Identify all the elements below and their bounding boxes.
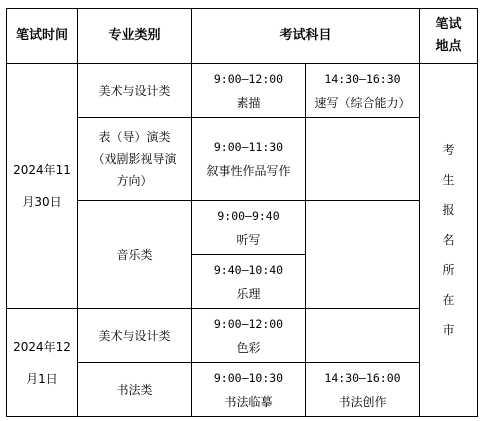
subject-name: 速写（综合能力） — [314, 95, 411, 110]
session-date: 2024年12月1日 — [7, 309, 78, 417]
header-place-line1: 笔试 — [435, 17, 462, 32]
subject-cell — [192, 118, 306, 201]
place-cell: 考生报名所在市 — [420, 64, 478, 417]
category-cell: 表（导）演类（戏剧影视导演方向） — [78, 118, 192, 201]
table-row — [7, 64, 478, 118]
table-header-row — [7, 9, 478, 64]
exam-schedule-table — [6, 8, 478, 417]
subject-time: 14:30—16:00 — [324, 370, 401, 385]
category-cell: 音乐类 — [78, 201, 192, 309]
subject-cell — [192, 363, 306, 417]
table-row — [7, 201, 478, 255]
subject-cell-empty — [306, 118, 420, 201]
subject-time: 9:00—11:30 — [213, 140, 284, 154]
subject-name: 听写 — [236, 232, 261, 247]
subject-time: 9:00—9:40 — [217, 208, 280, 223]
table-row — [7, 118, 478, 201]
subject-cell — [306, 64, 420, 118]
subject-name: 色彩 — [236, 340, 261, 355]
category-cell: 美术与设计类 — [78, 64, 192, 118]
subject-cell — [192, 64, 306, 118]
subject-name: 书法临摹 — [224, 394, 273, 409]
header-time: 笔试时间 — [7, 9, 78, 64]
subject-name: 叙事性作品写作 — [206, 164, 291, 178]
subject-time: 9:00—12:00 — [213, 71, 284, 86]
session-date: 2024年11月30日 — [7, 64, 78, 309]
subject-cell-empty — [306, 309, 420, 363]
subject-time: 9:40—10:40 — [213, 262, 284, 277]
subject-cell — [192, 309, 306, 363]
subject-cell-empty — [306, 201, 420, 309]
table-row — [7, 363, 478, 417]
category-cell: 美术与设计类 — [78, 309, 192, 363]
subject-name: 乐理 — [236, 286, 261, 301]
subject-cell — [192, 255, 306, 309]
subject-time: 14:30—16:30 — [324, 71, 401, 86]
subject-name: 书法创作 — [338, 394, 387, 409]
subject-time: 9:00—12:00 — [213, 316, 284, 331]
category-cell: 书法类 — [78, 363, 192, 417]
header-subjects: 考试科目 — [192, 9, 420, 64]
header-place-line2: 地点 — [435, 39, 462, 54]
subject-name: 素描 — [236, 95, 261, 110]
table-row — [7, 309, 478, 363]
subject-time: 9:00—10:30 — [213, 370, 284, 385]
subject-cell — [306, 363, 420, 417]
header-place — [420, 9, 478, 64]
header-category: 专业类别 — [78, 9, 192, 64]
subject-cell — [192, 201, 306, 255]
